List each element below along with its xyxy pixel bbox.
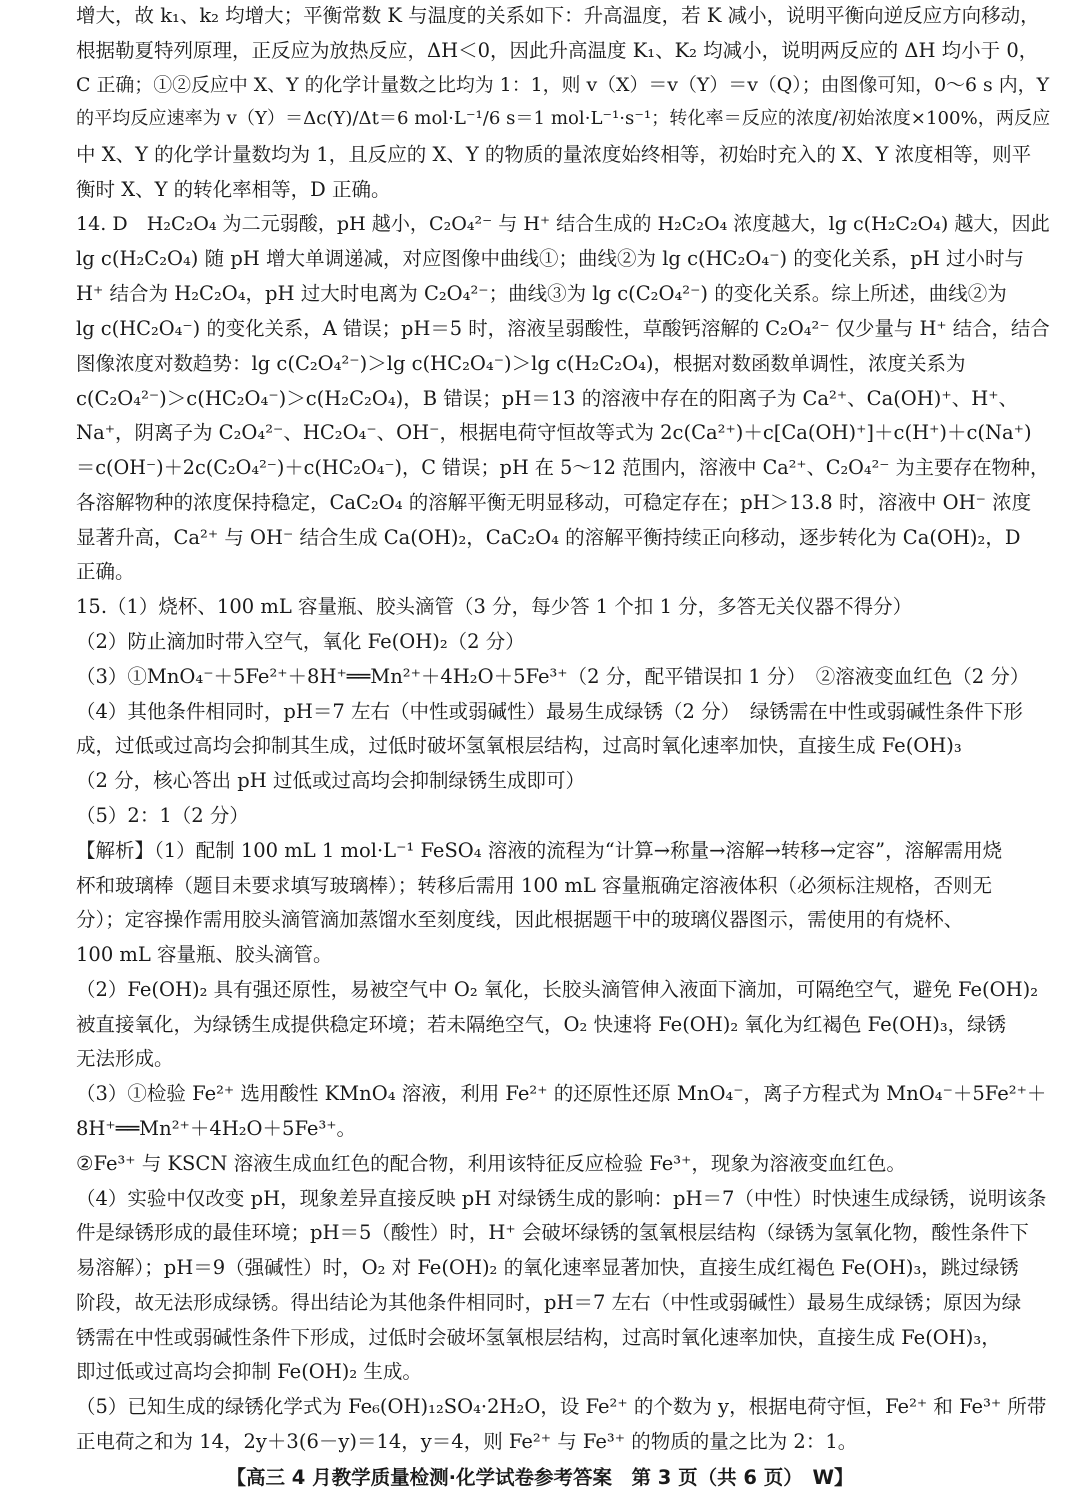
text-line: （2 分，核心答出 pH 过低或过高均会抑制绿锈生成即可）	[76, 769, 585, 792]
text-line: 成，过低或过高均会抑制其生成，过低时破坏氢氧根层结构，过高时氧化速率加快，直接生成 Fe(OH)₃	[76, 734, 962, 757]
text-line: 衡时 X、Y 的转化率相等，D 正确。	[76, 178, 391, 201]
text-line: （4）实验中仅改变 pH，现象差异直接反映 pH 对绿锈生成的影响：pH＝7（中性）时快速生成绿锈，说明该条	[76, 1187, 1047, 1210]
text-line: 杯和玻璃棒（题目未要求填写玻璃棒）；转移后需用 100 mL 容量瓶确定溶液体积（必须标注规格，否则无	[76, 874, 993, 897]
text-line: c(C₂O₄²⁻)＞c(HC₂O₄⁻)＞c(H₂C₂O₄)，B 错误；pH＝13 的溶液中存在的阳离子为 Ca²⁺、Ca(OH)⁺、H⁺、	[76, 387, 1018, 410]
text-line: 易溶解）；pH＝9（强碱性）时，O₂ 对 Fe(OH)₂ 的氧化速率显著加快，直接生成红褐色 Fe(OH)₃，跳过绿锈	[76, 1256, 1019, 1279]
text-line: （2）Fe(OH)₂ 具有强还原性，易被空气中 O₂ 氧化，长胶头滴管伸入液面下滴加，可隔绝空气，避免 Fe(OH)₂	[76, 978, 1039, 1001]
text-line: H⁺ 结合为 H₂C₂O₄，pH 过大时电离为 C₂O₄²⁻；曲线③为 lg c(C₂O₄²⁻) 的变化关系。综上所述，曲线②为	[76, 282, 1007, 305]
text-line: （5）2：1（2 分）	[76, 804, 249, 827]
text-line: 无法形成。	[76, 1047, 174, 1070]
text-line: 14. D H₂C₂O₄ 为二元弱酸，pH 越小，C₂O₄²⁻ 与 H⁺ 结合生成的 H₂C₂O₄ 浓度越大，lg c(H₂C₂O₄) 越大，因此	[76, 213, 1050, 235]
text-line: （2）防止滴加时带入空气，氧化 Fe(OH)₂（2 分）	[76, 630, 525, 653]
text-line: 件是绿锈形成的最佳环境；pH＝5（酸性）时，H⁺ 会破坏绿锈的氢氧根层结构（绿锈为氢氧化物，酸性条件下	[76, 1221, 1029, 1244]
text-line: 锈需在中性或弱碱性条件下形成，过低时会破坏氢氧根层结构，过高时氧化速率加快，直接生成 Fe(OH)₃，	[76, 1326, 1001, 1349]
page-footer: 【高三 4 月教学质量检测·化学试卷参考答案 第 3 页（共 6 页） W】	[226, 1466, 854, 1489]
text-line: C 正确；①②反应中 X、Y 的化学计量数之比均为 1：1，则 v（X）＝v（Y）＝v（Q）；由图像可知，0～6 s 内，Y	[76, 74, 1050, 96]
text-line: 中 X、Y 的化学计量数均为 1，且反应的 X、Y 的物质的量浓度始终相等，初始时充入的 X、Y 浓度相等，则平	[76, 143, 1032, 166]
text-line: 正确。	[76, 560, 135, 583]
text-line: （4）其他条件相同时，pH＝7 左右（中性或弱碱性）最易生成绿锈（2 分） 绿锈需在中性或弱碱性条件下形	[76, 700, 1023, 723]
text-line: 显著升高，Ca²⁺ 与 OH⁻ 结合生成 Ca(OH)₂，CaC₂O₄ 的溶解平衡持续正向移动，逐步转化为 Ca(OH)₂，D	[76, 526, 1021, 549]
text-line: 增大，故 k₁、k₂ 均增大；平衡常数 K 与温度的关系如下：升高温度，若 K 减小，说明平衡向逆反应方向移动，	[76, 4, 1040, 27]
text-line: 被直接氧化，为绿锈生成提供稳定环境；若未隔绝空气，O₂ 快速将 Fe(OH)₂ 氧化为红褐色 Fe(OH)₃，绿锈	[76, 1013, 1007, 1036]
text-line: 15.（1）烧杯、100 mL 容量瓶、胶头滴管（3 分，每少答 1 个扣 1 分，多答无关仪器不得分）	[76, 595, 913, 618]
text-line: 8H⁺══Mn²⁺＋4H₂O＋5Fe³⁺。	[76, 1117, 357, 1140]
text-line: 各溶解物种的浓度保持稳定，CaC₂O₄ 的溶解平衡无明显移动，可稳定存在；pH＞13.8 时，溶液中 OH⁻ 浓度	[76, 491, 1032, 514]
text-line: 阶段，故无法形成绿锈。得出结论为其他条件相同时，pH＝7 左右（中性或弱碱性）最易生成绿锈；原因为绿	[76, 1291, 1022, 1314]
text-line: 图像浓度对数趋势：lg c(C₂O₄²⁻)＞lg c(HC₂O₄⁻)＞lg c(H₂C₂O₄)，根据对数函数单调性，浓度关系为	[76, 352, 966, 375]
text-line: 根据勒夏特列原理，正反应为放热反应，ΔH＜0，因此升高温度 K₁、K₂ 均减小，说明两反应的 ΔH 均小于 0，	[76, 39, 1039, 62]
text-line: lg c(HC₂O₄⁻) 的变化关系，A 错误；pH＝5 时，溶液呈弱酸性，草酸钙溶解的 C₂O₄²⁻ 仅少量与 H⁺ 结合，结合	[76, 317, 1050, 340]
text-line: 即过低或过高均会抑制 Fe(OH)₂ 生成。	[76, 1360, 422, 1383]
text-line: lg c(H₂C₂O₄) 随 pH 增大单调递减，对应图像中曲线①；曲线②为 lg c(HC₂O₄⁻) 的变化关系，pH 过小时与	[76, 247, 1024, 270]
text-line: Na⁺，阴离子为 C₂O₄²⁻、HC₂O₄⁻、OH⁻，根据电荷守恒故等式为 2c(Ca²⁺)＋c[Ca(OH)⁺]＋c(H⁺)＋c(Na⁺)	[76, 421, 1032, 444]
text-line: （3）①检验 Fe²⁺ 选用酸性 KMnO₄ 溶液，利用 Fe²⁺ 的还原性还原 MnO₄⁻，离子方程式为 MnO₄⁻＋5Fe²⁺＋	[76, 1082, 1047, 1105]
text-line: 【解析】（1）配制 100 mL 1 mol·L⁻¹ FeSO₄ 溶液的流程为“计算→称量→溶解→转移→定容”，溶解需用烧	[76, 839, 1003, 862]
text-line: 分）；定容操作需用胶头滴管滴加蒸馏水至刻度线，因此根据题干中的玻璃仪器图示，需使用的有烧杯、	[76, 908, 964, 931]
text-line: 正电荷之和为 14，2y＋3(6－y)＝14，y＝4，则 Fe²⁺ 与 Fe³⁺ 的物质的量之比为 2：1。	[76, 1430, 858, 1453]
text-line: 的平均反应速率为 v（Y）＝Δc(Y)/Δt＝6 mol·L⁻¹/6 s＝1 mol·L⁻¹·s⁻¹；转化率＝反应的浓度/初始浓度×100%，两反应	[76, 108, 1051, 129]
text-line: ＝c(OH⁻)＋2c(C₂O₄²⁻)＋c(HC₂O₄⁻)，C 错误；pH 在 5～12 范围内，溶液中 Ca²⁺、C₂O₄²⁻ 为主要存在物种，	[76, 456, 1050, 479]
text-line: 100 mL 容量瓶、胶头滴管。	[76, 943, 333, 966]
text-line: ②Fe³⁺ 与 KSCN 溶液生成血红色的配合物，利用该特征反应检验 Fe³⁺，现象为溶液变血红色。	[76, 1152, 906, 1175]
text-line: （5）已知生成的绿锈化学式为 Fe₆(OH)₁₂SO₄·2H₂O，设 Fe²⁺ 的个数为 y，根据电荷守恒，Fe²⁺ 和 Fe³⁺ 所带	[76, 1395, 1047, 1418]
text-line: （3）①MnO₄⁻＋5Fe²⁺＋8H⁺══Mn²⁺＋4H₂O＋5Fe³⁺（2 分，配平错误扣 1 分） ②溶液变血红色（2 分）	[76, 665, 1030, 688]
